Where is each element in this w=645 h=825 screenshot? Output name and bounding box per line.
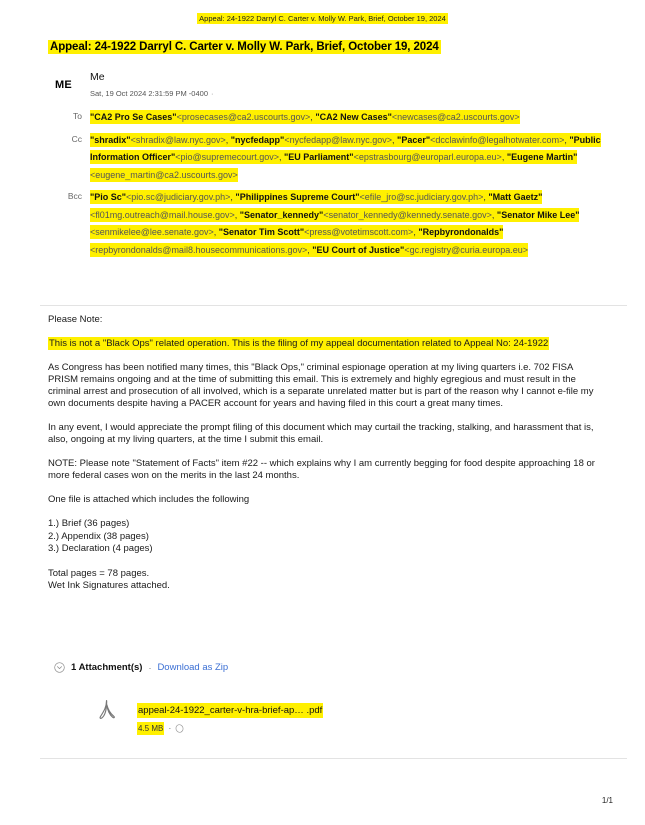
recipient-label: Bcc xyxy=(67,191,82,201)
page-number: 1/1 xyxy=(601,796,613,805)
recipient-name[interactable]: "Repbyrondonalds" xyxy=(418,227,504,237)
recipient-email[interactable]: <fl01mg.outreach@mail.house.gov> xyxy=(90,209,235,220)
recipient-list xyxy=(48,109,635,259)
sender-name: Me xyxy=(90,71,105,83)
recipient-separator: , xyxy=(564,134,570,145)
body-paragraph-3: NOTE: Please note "Statement of Facts" item #22 -- which explains why I am currently begging for food despite approaching 18 or more federal cases won on the merits in the last 24 months. xyxy=(48,458,595,481)
recipient-addresses xyxy=(90,109,635,127)
recipient-separator: , xyxy=(413,227,419,237)
sender-row xyxy=(48,70,635,104)
recipient-name[interactable]: "nycfedapp" xyxy=(230,134,285,145)
body-highlight-text: This is not a "Black Ops" related operation. This is the filing of my appeal documentation related to Appeal No: 24-1922 xyxy=(49,338,549,349)
recipient-name[interactable]: "Senator Mike Lee" xyxy=(496,209,580,220)
wet-ink-note: Wet Ink Signatures attached. xyxy=(48,580,170,591)
subject-text: Appeal: 24-1922 Darryl C. Carter v. Molly W. Park, Brief, October 19, 2024 xyxy=(50,41,439,53)
recipient-name[interactable]: "Philippines Supreme Court" xyxy=(235,192,360,202)
download-as-zip-link[interactable]: Download as Zip xyxy=(157,662,229,673)
recipient-email[interactable]: <newcases@ca2.uscourts.gov> xyxy=(391,112,520,122)
recipient-name[interactable]: "Pio Sc" xyxy=(90,192,127,202)
recipient-email[interactable]: <gc.registry@curia.europa.eu> xyxy=(404,244,529,255)
clock-icon[interactable] xyxy=(175,724,184,733)
chevron-down-icon[interactable] xyxy=(54,662,65,673)
recipient-name[interactable]: "EU Parliament" xyxy=(284,152,354,162)
page-totals xyxy=(48,568,598,593)
recipient-email[interactable]: <senator_kennedy@kennedy.senate.gov> xyxy=(323,209,492,220)
recipient-name[interactable]: "shradix" xyxy=(90,134,131,145)
recipient-name[interactable]: "Matt Gaetz" xyxy=(488,192,543,202)
list-item: 1.) Brief (36 pages) xyxy=(48,518,130,529)
recipient-email[interactable]: <senmikelee@lee.senate.gov> xyxy=(90,227,214,237)
body-please-note: Please Note: xyxy=(48,314,103,325)
recipient-separator: , xyxy=(483,192,489,202)
attachments-separator-dot: · xyxy=(148,662,152,673)
attachments-header xyxy=(54,662,228,673)
recipient-addresses xyxy=(90,132,635,185)
sender-date-dot: · xyxy=(211,89,214,98)
attachment-contents-list xyxy=(48,518,598,556)
attachment-filename[interactable]: appeal-24-1922_carter-v-hra-brief-ap… .pdf xyxy=(138,705,323,716)
recipient-label: Cc xyxy=(71,133,82,144)
sender-date-text: Sat, 19 Oct 2024 2:31:59 PM -0400 xyxy=(90,89,208,98)
recipient-name[interactable]: "CA2 New Cases" xyxy=(315,112,392,122)
recipient-separator: , xyxy=(234,209,240,220)
recipient-name[interactable]: "CA2 Pro Se Cases" xyxy=(90,112,177,122)
recipient-separator: , xyxy=(501,152,507,162)
recipient-email[interactable]: <pio.sc@judiciary.gov.ph> xyxy=(126,192,231,202)
attachment-item[interactable] xyxy=(95,698,323,735)
attachment-count: 1 Attachment(s) xyxy=(71,662,143,673)
recipient-separator: , xyxy=(310,112,316,122)
header-divider xyxy=(40,305,627,306)
recipient-email[interactable]: <efile_jro@sc.judiciary.gov.ph> xyxy=(359,192,484,202)
recipient-separator: , xyxy=(225,134,231,145)
page-title xyxy=(48,40,441,55)
body-paragraph-4: One file is attached which includes the following xyxy=(48,494,250,505)
recipient-separator: , xyxy=(213,227,219,237)
recipient-name[interactable]: "Public Information Officer" xyxy=(90,134,601,162)
message-header xyxy=(48,70,635,259)
running-header xyxy=(0,13,645,24)
recipient-row-cc xyxy=(48,132,635,185)
running-header-text: Appeal: 24-1922 Darryl C. Carter v. Molly W. Park, Brief, October 19, 2024 xyxy=(199,14,446,23)
recipient-name[interactable]: "Senator Tim Scott" xyxy=(218,227,305,237)
attachment-subline xyxy=(137,722,323,735)
attachment-size: 4.5 MB xyxy=(138,724,164,733)
pdf-icon xyxy=(95,698,119,724)
recipient-email[interactable]: <press@votetimscott.com> xyxy=(304,227,414,237)
recipient-separator: , xyxy=(392,134,398,145)
recipient-email[interactable]: <pio@supremecourt.gov> xyxy=(175,152,279,162)
recipient-email[interactable]: <shradix@law.nyc.gov> xyxy=(130,134,226,145)
body-paragraph-1: As Congress has been notified many times, this "Black Ops," criminal espionage operation at my living quarters i.e. 702 FISA PRISM remains ongoing and at the time of submitting this email. This is extremely and highly egregious and must result in the criminal arrest and prosecution of all involved, which is a separate unrelated matter but is part of the reason why I cannot e-file my own documents despite having a PACER account for years and having filed in this court a great many times. xyxy=(48,362,594,409)
recipient-separator: , xyxy=(278,152,284,162)
attachment-meta xyxy=(137,698,323,735)
recipient-name[interactable]: "Eugene Martin" xyxy=(506,152,578,162)
message-body xyxy=(48,314,598,605)
recipient-row-to xyxy=(48,109,635,127)
recipient-separator: , xyxy=(307,244,313,255)
sender-date xyxy=(90,88,635,99)
recipient-email[interactable]: <epstrasbourg@europarl.europa.eu> xyxy=(353,152,502,162)
list-item: 2.) Appendix (38 pages) xyxy=(48,530,149,542)
recipient-separator: , xyxy=(491,209,497,220)
attachment-sub-dot: · xyxy=(168,723,172,733)
body-highlight-line xyxy=(48,338,598,350)
avatar: ME xyxy=(55,79,72,91)
recipient-email[interactable]: <eugene_martin@ca2.uscourts.gov> xyxy=(90,169,238,180)
recipient-label: To xyxy=(73,111,82,121)
footer-divider xyxy=(40,758,627,759)
recipient-name[interactable]: "Senator_kennedy" xyxy=(239,209,324,220)
total-pages: Total pages = 78 pages. xyxy=(48,567,150,579)
recipient-addresses xyxy=(90,189,635,259)
recipient-email[interactable]: <prosecases@ca2.uscourts.gov> xyxy=(176,112,311,122)
recipient-row-bcc xyxy=(48,189,635,259)
recipient-email[interactable]: <nycfedapp@law.nyc.gov> xyxy=(284,134,393,145)
recipient-separator: , xyxy=(230,192,236,202)
recipient-name[interactable]: "EU Court of Justice" xyxy=(312,244,405,255)
recipient-email[interactable]: <dcclawinfo@legalhotwater.com> xyxy=(430,134,565,145)
body-paragraph-2: In any event, I would appreciate the prompt filing of this document which may curtail the tracking, stalking, and harassment that is, also, ongoing at my living quarters, at the time I submit this email. xyxy=(48,422,594,445)
recipient-email[interactable]: <repbyrondonalds@mail8.housecommunications.gov> xyxy=(90,244,308,255)
recipient-name[interactable]: "Pacer" xyxy=(397,134,431,145)
list-item: 3.) Declaration (4 pages) xyxy=(48,543,153,554)
